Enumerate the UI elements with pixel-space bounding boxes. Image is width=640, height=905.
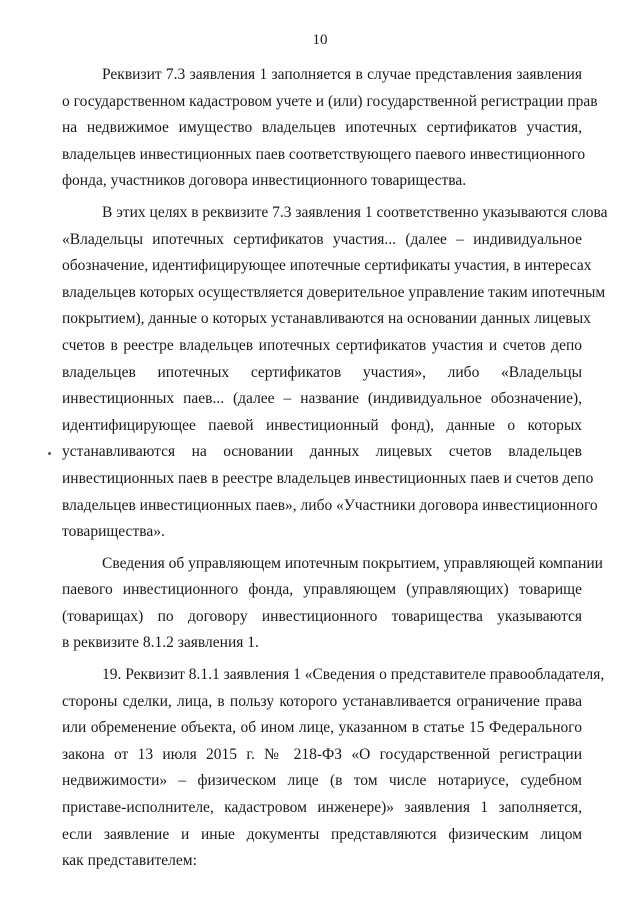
text-line: стороны сделки, лица, в пользу которого устанавливается ограничение права bbox=[62, 692, 582, 710]
text-line: 19. Реквизит 8.1.1 заявления 1 «Сведения о представителе правообладателя, bbox=[102, 666, 605, 684]
text-line: о государственном кадастровом учете и (или) государственной регистрации прав bbox=[62, 92, 598, 110]
text-line: устанавливаются на основании данных лицевых счетов владельцев bbox=[62, 443, 582, 461]
text-line: инвестиционных паев... (далее – название (индивидуальное обозначение), bbox=[62, 390, 582, 408]
paragraph bbox=[62, 200, 608, 546]
paragraph bbox=[62, 662, 605, 875]
text-line: владельцев ипотечных сертификатов участия», либо «Владельцы bbox=[62, 363, 582, 381]
text-line: идентифицирующее паевой инвестиционный фонд), данные о которых bbox=[62, 416, 582, 434]
text-line: или обременение объекта, об ином лице, указанном в статье 15 Федерального bbox=[62, 719, 582, 737]
text-line: паевого инвестиционного фонда, управляющем (управляющих) товарище bbox=[62, 581, 582, 599]
margin-mark bbox=[48, 452, 51, 455]
text-line: покрытием), данные о которых устанавливаются на основании данных лицевых bbox=[62, 310, 591, 328]
text-line: счетов в реестре владельцев ипотечных сертификатов участия и счетов депо bbox=[62, 336, 582, 354]
text-line: обозначение, идентифицирующее ипотечные сертификаты участия, в интересах bbox=[62, 257, 592, 275]
text-line: товарищества». bbox=[62, 523, 165, 541]
text-line: инвестиционных паев в реестре владельцев инвестиционных паев и счетов депо bbox=[62, 469, 594, 487]
text-line: на недвижимое имущество владельцев ипотечных сертификатов участия, bbox=[62, 119, 582, 137]
text-line: владельцев инвестиционных паев соответствующего паевого инвестиционного bbox=[62, 145, 586, 163]
text-line: владельцев инвестиционных паев», либо «Участники договора инвестиционного bbox=[62, 496, 598, 514]
paragraph bbox=[62, 62, 598, 195]
paragraph bbox=[62, 551, 603, 657]
text-line: Сведения об управляющем ипотечным покрытием, управляющей компании bbox=[102, 554, 603, 572]
text-line: как представителем: bbox=[62, 852, 197, 870]
document-body bbox=[62, 62, 608, 875]
text-line: В этих целях в реквизите 7.3 заявления 1 соответственно указываются слова bbox=[102, 203, 608, 221]
text-line: в реквизите 8.1.2 заявления 1. bbox=[62, 634, 259, 652]
text-line: (товарищах) по договору инвестиционного товарищества указываются bbox=[62, 607, 582, 625]
page-number: 10 bbox=[312, 32, 328, 48]
text-line: приставе-исполнителе, кадастровом инженере)» заявления 1 заполняется, bbox=[62, 799, 582, 817]
text-line: если заявление и иные документы представляются физическим лицом bbox=[62, 825, 582, 843]
text-line: владельцев которых осуществляется доверительное управление таким ипотечным bbox=[62, 283, 606, 301]
text-line: закона от 13 июля 2015 г. № 218-ФЗ «О государственной регистрации bbox=[62, 745, 582, 763]
text-line: недвижимости» – физическом лице (в том числе нотариусе, судебном bbox=[62, 772, 582, 790]
text-line: Реквизит 7.3 заявления 1 заполняется в случае представления заявления bbox=[102, 66, 582, 83]
text-line: «Владельцы ипотечных сертификатов участия... (далее – индивидуальное bbox=[62, 230, 582, 248]
text-line: фонда, участников договора инвестиционного товарищества. bbox=[62, 172, 467, 190]
